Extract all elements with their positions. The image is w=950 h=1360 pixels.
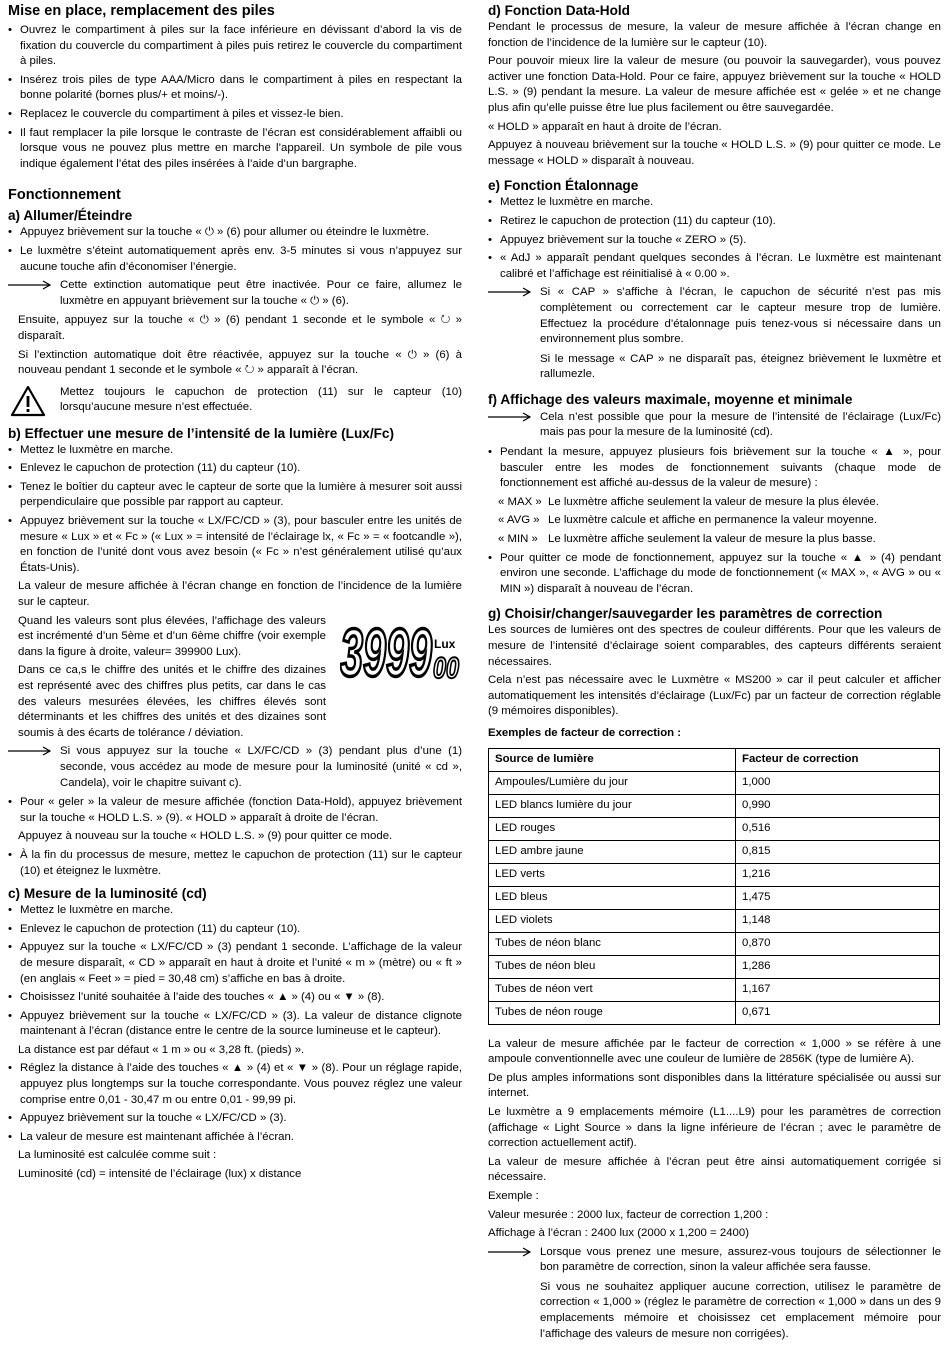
- paragraph: Dans ce ca,s le chiffre des unités et le chiffre des dizaines est représenté avec des chiffres plus petits, car dans le cas des valeurs mesurées élevées, les chiffres élevés sont déterminants et les chiffres des unités et des dizaines sont soumis à des écarts de tolérance / déviation.: [18, 664, 326, 739]
- mode-max: [498, 495, 941, 511]
- mode-key: « MIN »: [498, 533, 538, 546]
- onoff-list: [8, 225, 462, 275]
- warning-icon: [10, 385, 46, 417]
- mode-avg: [498, 513, 941, 529]
- list-item: • Enlevez le capuchon de protection (11) du capteur (10).: [8, 922, 462, 938]
- hold-list: [8, 795, 462, 826]
- warning-box: [8, 385, 462, 419]
- note-text: Si « CAP » s’affiche à l’écran, le capuchon de sécurité n’est pas mis complètement ou correctement car le capteur mesure trop de lumière. Effectuez la procédure d’étalonnage puis tenez-vous si nécessaire dans un environnement plus sombre.: [540, 286, 941, 346]
- mode-key: « AVG »: [498, 514, 540, 527]
- mode-desc: Le luxmètre calcule et affiche en permanence la valeur moyenne.: [548, 514, 878, 527]
- paragraph: Appuyez à nouveau sur la touche « HOLD L.S. » (9) pour quitter ce mode.: [18, 830, 393, 843]
- list-item: • Enlevez le capuchon de protection (11) du capteur (10).: [8, 461, 462, 477]
- luminosity-list-2: [8, 1061, 462, 1145]
- table-cell-factor: 1,167: [736, 978, 940, 1001]
- list-item: • Réglez la distance à l’aide des touches « ▲ » (4) et « ▼ » (8). Pour un réglage rapide, appuyez plus longtemps sur la touche correspondante. Vous pouvez réglez une valeur comprise entre 0,01 - 30,47 m ou entre 0,01 - 99,99 pi.: [8, 1061, 462, 1108]
- table-cell-source: Tubes de néon vert: [489, 978, 736, 1001]
- arrow-icon: [488, 1247, 532, 1257]
- note-text: Cela n’est possible que pour la mesure de l’intensité de l’éclairage (Lux/Fc) mais pas pour la mesure de la luminosité (cd).: [540, 410, 941, 439]
- lcd-example-block: [8, 614, 462, 742]
- table-cell-factor: 1,148: [736, 909, 940, 932]
- paragraph: Quand les valeurs sont plus élevées, l’affichage des valeurs est incrémenté d’un 5ème et d’un 6ème chiffre (voir exemple dans la figure à droite, valeur= 399900 Lux).: [18, 614, 326, 658]
- paragraph: « HOLD » apparaît en haut à droite de l’écran.: [488, 120, 722, 133]
- table-cell-factor: 0,870: [736, 932, 940, 955]
- paragraph: Le luxmètre a 9 emplacements mémoire (L1....L9) pour les paramètres de correction (affichage « Light Source » dans la ligne inférieure de l’écran ; avec le paramètre de correction actuellement actif).: [488, 1105, 941, 1150]
- paragraph: Appuyez à nouveau brièvement sur la touche « HOLD L.S. » (9) pour quitter ce mode. Le message « HOLD » disparaît à nouveau.: [488, 139, 941, 167]
- note-candela: [8, 744, 462, 791]
- subsection-title-g: g) Choisir/changer/sauvegarder les paramètres de correction: [488, 606, 883, 622]
- paragraph: La luminosité est calculée comme suit :: [18, 1149, 217, 1162]
- subsection-title-a: a) Allumer/Éteindre: [8, 208, 133, 224]
- paragraph: Pendant le processus de mesure, la valeur de mesure affichée à l’écran change en fonction de l’incidence de la lumière sur le capteur (10).: [488, 21, 941, 49]
- list-item: • Appuyez sur la touche « LX/FC/CD » (3) pendant 1 seconde. L’affichage de la valeur de mesure disparaît, « CD » apparaît en haut à droite et l’unité « m » (mètre) ou « ft » (en anglais « Feet » = pied = 30,48 cm) s’affiche en bas à droite.: [8, 940, 462, 987]
- paragraph: La valeur de mesure affichée à l’écran peut être ainsi automatiquement corrigée si nécessaire.: [488, 1155, 941, 1184]
- paragraph: Pour pouvoir mieux lire la valeur de mesure (ou pouvoir la sauvegarder), vous pouvez activer une fonction Data-Hold. Pour ce faire, appuyez brièvement sur la touche « HOLD L.S. » (9) pendant la mesure. La valeur de mesure affichée est « gelée » et ne change plus afin qu’elle puisse être lue plus facilement ou être sauvegardée.: [488, 55, 941, 114]
- table-header-row: [489, 748, 940, 771]
- table-row: [489, 794, 940, 817]
- paragraph: Exemple :: [488, 1189, 539, 1202]
- lcd-small-digits: 00: [433, 651, 460, 685]
- list-item: • La valeur de mesure est maintenant affichée à l’écran.: [8, 1130, 462, 1146]
- left-column: [8, 2, 462, 1186]
- note-luxonly: [488, 410, 941, 441]
- subsection-title-f: f) Affichage des valeurs maximale, moyenne et minimale: [488, 391, 853, 407]
- table-cell-source: LED bleus: [489, 886, 736, 909]
- list-item: • Ouvrez le compartiment à piles sur la face inférieure en dévissant d’abord la vis de fixation du couvercle du compartiment à piles puis retirez le couvercle du compartiment à piles.: [8, 23, 462, 70]
- list-item: • Appuyez brièvement sur la touche « ⏻ » (6) pour allumer ou éteindre le luxmètre.: [8, 225, 462, 241]
- paragraph: De plus amples informations sont disponibles dans la littérature spécialisée ou aussi sur internet.: [488, 1071, 941, 1100]
- table-row: [489, 771, 940, 794]
- table-cell-factor: 1,000: [736, 771, 940, 794]
- table-cell-source: Tubes de néon blanc: [489, 932, 736, 955]
- table-row: [489, 978, 940, 1001]
- table-cell-factor: 1,475: [736, 886, 940, 909]
- note-text: Cette extinction automatique peut être inactivée. Pour ce faire, allumez le luxmètre en appuyant brièvement sur la touche « ⏻ » (6).: [60, 279, 462, 307]
- paragraph: Les sources de lumières ont des spectres de couleur différents. Pour que les valeurs de mesure de l’intensité d’éclairage soient comparables, des capteurs différents seraient nécessaires.: [488, 624, 941, 668]
- section-title-batteries: Mise en place, remplacement des piles: [8, 3, 275, 19]
- arrow-icon: [488, 412, 532, 422]
- table-row: [489, 886, 940, 909]
- mode-desc: Le luxmètre affiche seulement la valeur de mesure la plus élevée.: [548, 495, 879, 508]
- paragraph: Valeur mesurée : 2000 lux, facteur de correction 1,200 :: [488, 1208, 769, 1221]
- minmax-list-2: [488, 551, 941, 598]
- table-cell-factor: 0,671: [736, 1001, 940, 1024]
- table-row: [489, 955, 940, 978]
- list-item: • Mettez le luxmètre en marche.: [8, 903, 462, 919]
- note-autooff: [8, 278, 462, 309]
- table-cell-factor: 0,815: [736, 840, 940, 863]
- table-header: Source de lumière: [489, 748, 736, 771]
- note-correction: [488, 1245, 941, 1276]
- right-column: [488, 2, 941, 1346]
- table-row: [489, 932, 940, 955]
- mode-key: « MAX »: [498, 495, 542, 508]
- list-item: • « AdJ » apparaît pendant quelques secondes à l’écran. Le luxmètre est maintenant calibré et l’affichage est réinitialisé à « 0.00 ».: [488, 251, 941, 282]
- list-item: • Mettez le luxmètre en marche.: [488, 195, 941, 211]
- table-cell-source: LED blancs lumière du jour: [489, 794, 736, 817]
- table-cell-factor: 1,286: [736, 955, 940, 978]
- list-item: • Appuyez brièvement sur la touche « LX/FC/CD » (3). La valeur de distance clignote maintenant à l’écran (distance entre le centre de la source lumineuse et le capteur).: [8, 1009, 462, 1040]
- section-title-operation: Fonctionnement: [8, 187, 121, 204]
- table-row: [489, 1001, 940, 1024]
- arrow-icon: [8, 280, 52, 290]
- table-cell-source: Ampoules/Lumière du jour: [489, 771, 736, 794]
- table-title: Exemples de facteur de correction :: [488, 726, 682, 739]
- table-cell-source: LED violets: [489, 909, 736, 932]
- list-item: • Replacez le couvercle du compartiment à piles et vissez-le bien.: [8, 107, 462, 123]
- battery-list: [8, 23, 462, 172]
- table-cell-source: Tubes de néon bleu: [489, 955, 736, 978]
- table-cell-source: Tubes de néon rouge: [489, 1001, 736, 1024]
- list-item: • Insérez trois piles de type AAA/Micro dans le compartiment à piles en respectant la bonne polarité (bornes plus/+ et moins/-).: [8, 73, 462, 104]
- note-continuation: Si vous ne souhaitez appliquer aucune correction, utilisez le paramètre de correction « 1,000 » (réglez le paramètre de correction « 1,000 » dans un des 9 emplacements mémoire et choisissez cet emplacement mémoire pour l’affichage des valeurs de mesure non corrigées).: [540, 1280, 941, 1340]
- table-row: [489, 863, 940, 886]
- paragraph: La distance est par défaut « 1 m » ou « 3,28 ft. (pieds) ».: [18, 1043, 305, 1056]
- warning-text: Mettez toujours le capuchon de protection (11) sur le capteur (10) lorsqu’aucune mesure n’est effectuée.: [60, 385, 462, 414]
- luminosity-list: [8, 903, 462, 1040]
- note-text: Si vous appuyez sur la touche « LX/FC/CD » (3) pendant plus d’une (1) seconde, vous accédez au mode de mesure pour la luminosité (unité « cd », Candela), voir le chapitre suivant c).: [60, 745, 462, 789]
- correction-factor-table: [488, 748, 940, 1025]
- table-body: [489, 771, 940, 1024]
- list-item: • Appuyez brièvement sur la touche « ZERO » (5).: [488, 233, 941, 249]
- arrow-icon: [488, 287, 532, 297]
- minmax-list: [488, 445, 941, 492]
- subsection-title-c: c) Mesure de la luminosité (cd): [8, 886, 207, 902]
- list-item: • Pour « geler » la valeur de mesure affichée (fonction Data-Hold), appuyez brièvement sur la touche « HOLD L.S. » (9). « HOLD » apparaît à droite de l’écran.: [8, 795, 462, 826]
- subsection-title-e: e) Fonction Étalonnage: [488, 178, 639, 194]
- lcd-big-digits: 3999: [340, 614, 433, 691]
- table-cell-factor: 0,990: [736, 794, 940, 817]
- mode-min: [498, 532, 941, 548]
- table-row: [489, 817, 940, 840]
- table-cell-source: LED rouges: [489, 817, 736, 840]
- arrow-icon: [8, 746, 52, 756]
- table-cell-factor: 1,216: [736, 863, 940, 886]
- paragraph: La valeur de mesure affichée à l’écran change en fonction de l’incidence de la lumière sur le capteur.: [18, 580, 462, 609]
- lcd-display-figure: [340, 614, 460, 694]
- note-continuation: Si le message « CAP » ne disparaît pas, éteignez brièvement le luxmètre et rallumezle.: [540, 352, 941, 381]
- note-cap: [488, 285, 941, 347]
- paragraph: Ensuite, appuyez sur la touche « ⏻ » (6) pendant 1 seconde et le symbole « ↻ » disparaît.: [18, 314, 462, 342]
- table-header: Facteur de correction: [736, 748, 940, 771]
- paragraph: La valeur de mesure affichée par le facteur de correction « 1,000 » se réfère à une ampoule conventionnelle avec une couleur de lumière de 2856K (type de lumière A).: [488, 1037, 941, 1066]
- subsection-title-b: b) Effectuer une mesure de l’intensité de la lumière (Lux/Fc): [8, 425, 395, 441]
- paragraph: Affichage à l’écran : 2400 lux (2000 x 1,200 = 2400): [488, 1227, 750, 1240]
- table-row: [489, 840, 940, 863]
- formula: Luminosité (cd) = intensité de l’éclairage (lux) x distance: [18, 1168, 302, 1181]
- list-item: • Choisissez l’unité souhaitée à l’aide des touches « ▲ » (4) ou « ▼ » (8).: [8, 990, 462, 1006]
- list-item: • Pendant la mesure, appuyez plusieurs fois brièvement sur la touche « ▲ », pour basculer entre les modes de fonctionnement suivants (chaque mode de fonctionnement est affiché au-dessus de la valeur de mesure) :: [488, 445, 941, 492]
- table-cell-factor: 0,516: [736, 817, 940, 840]
- list-item: • Appuyez brièvement sur la touche « LX/FC/CD » (3), pour basculer entre les unités de mesure « Lux » et « Fc » (« Lux » = intensité de l’éclairage lx, « Fc » = « footcandle »), en fonction de l’unité dont vous avez besoin (« Fc » n’est généralement utilisé qu’aux États-Unis).: [8, 514, 462, 576]
- list-item: • À la fin du processus de mesure, mettez le capuchon de protection (11) sur le capteur (10) et éteignez le luxmètre.: [8, 848, 462, 879]
- measure-list: [8, 443, 462, 577]
- table-row: [489, 909, 940, 932]
- paragraph: Si l’extinction automatique doit être réactivée, appuyez sur la touche « ⏻ » (6) à nouveau pendant 1 seconde et le symbole « ↻ » apparaît à l’écran.: [18, 348, 462, 377]
- note-text: Lorsque vous prenez une mesure, assurez-vous toujours de sélectionner le bon paramètre de correction, sinon la valeur affichée sera fausse.: [540, 1245, 941, 1274]
- lcd-unit: Lux: [434, 636, 456, 651]
- list-item: • Retirez le capuchon de protection (11) du capteur (10).: [488, 214, 941, 230]
- list-item: • Appuyez brièvement sur la touche « LX/FC/CD » (3).: [8, 1111, 462, 1127]
- list-item: • Tenez le boîtier du capteur avec le capteur de sorte que la lumière à mesurer soit aussi perpendiculaire que possible par rapport au capteur.: [8, 480, 462, 511]
- table-cell-source: LED verts: [489, 863, 736, 886]
- paragraph: Cela n’est pas nécessaire avec le Luxmètre « MS200 » car il peut calculer et afficher automatiquement les intensités d’éclairage (Lux/Fc) par un facteur de correction réglable (9 mémoires disponibles).: [488, 674, 941, 718]
- subsection-title-d: d) Fonction Data-Hold: [488, 3, 630, 18]
- list-item: • Le luxmètre s’éteint automatiquement après env. 3-5 minutes si vous n’appuyez sur aucune touche afin d’économiser l’énergie.: [8, 244, 462, 275]
- list-item: • Il faut remplacer la pile lorsque le contraste de l’écran est considérablement affaibli ou lorsque vous ne pouvez plus mettre en marche l’appareil. Un symbole de pile vous indique également l’état des piles insérées à l’aide d’un bargraphe.: [8, 126, 462, 173]
- list-item: • Mettez le luxmètre en marche.: [8, 443, 462, 459]
- table-cell-source: LED ambre jaune: [489, 840, 736, 863]
- list-item: • Pour quitter ce mode de fonctionnement, appuyez sur la touche « ▲ » (4) pendant environ une seconde. L’affichage du mode de fonctionnement (« MAX », « AVG » ou « MIN ») disparaît à nouveau de l’écran.: [488, 551, 941, 598]
- end-list: [8, 848, 462, 879]
- mode-desc: Le luxmètre affiche seulement la valeur de mesure la plus basse.: [548, 533, 876, 546]
- calibration-list: [488, 195, 941, 282]
